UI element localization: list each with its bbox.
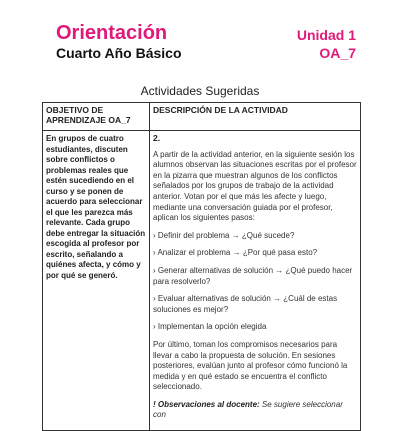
section-title: Actividades Sugeridas bbox=[140, 84, 260, 98]
step-item: › Definir del problema → ¿Qué sucede? bbox=[153, 230, 295, 240]
grade-subtitle: Cuarto Año Básico bbox=[56, 45, 182, 61]
activity-closing: Por último, toman los compromisos necesarios para llevar a cabo la propuesta de solución. En sesiones posteriores, evalúan junto al profesor cómo funcionó la medida y en qué estado se encuentra el conflicto seleccionado. bbox=[153, 339, 348, 392]
table-header-row bbox=[43, 103, 361, 131]
description-header: DESCRIPCIÓN DE LA ACTIVIDAD bbox=[150, 103, 361, 131]
step-item: › Evaluar alternativas de solución → ¿Cuál de estas soluciones es mejor? bbox=[153, 294, 338, 314]
oa-label: OA_7 bbox=[319, 45, 356, 61]
objective-cell: En grupos de cuatro estudiantes, discuten sobre conflictos o problemas reales que estén sucediendo en el curso y se ponen de acuerdo para seleccionar el que les parezca más relevante. Cada grupo debe entregar la situación escogida al profesor por escrito, señalando a quiénes afecta, y cómo y por qué se generó. bbox=[43, 131, 150, 431]
teacher-observations bbox=[153, 400, 357, 421]
page-title: Orientación bbox=[56, 22, 168, 44]
description-cell bbox=[150, 131, 361, 431]
activities-table bbox=[42, 102, 361, 431]
page-header bbox=[0, 0, 400, 70]
activity-number: 2. bbox=[153, 133, 161, 143]
objective-header: OBJETIVO DE APRENDIZAJE OA_7 bbox=[43, 103, 150, 131]
step-item: › Generar alternativas de solución → ¿Qué puedo hacer para resolverlo? bbox=[153, 265, 353, 286]
step-item: › Implementan la opción elegida bbox=[153, 322, 267, 332]
observations-text: Se sugiere seleccionar con bbox=[153, 399, 343, 420]
table-row bbox=[43, 131, 361, 431]
activity-intro: A partir de la actividad anterior, en la siguiente sesión los alumnos observan las situaciones escritas por el profesor en la pizarra que muestran algunos de los conflictos señalados por los grupos de trabajo de la actividad anterior. Votan por el que más les afecte y luego, mediante una conversación guiada por el profesor, aplican los siguientes pasos: bbox=[153, 149, 357, 223]
step-item: › Analizar el problema → ¿Por qué pasa esto? bbox=[153, 248, 318, 258]
unit-label: Unidad 1 bbox=[296, 27, 356, 43]
observations-label: ! Observaciones al docente: bbox=[153, 399, 260, 409]
